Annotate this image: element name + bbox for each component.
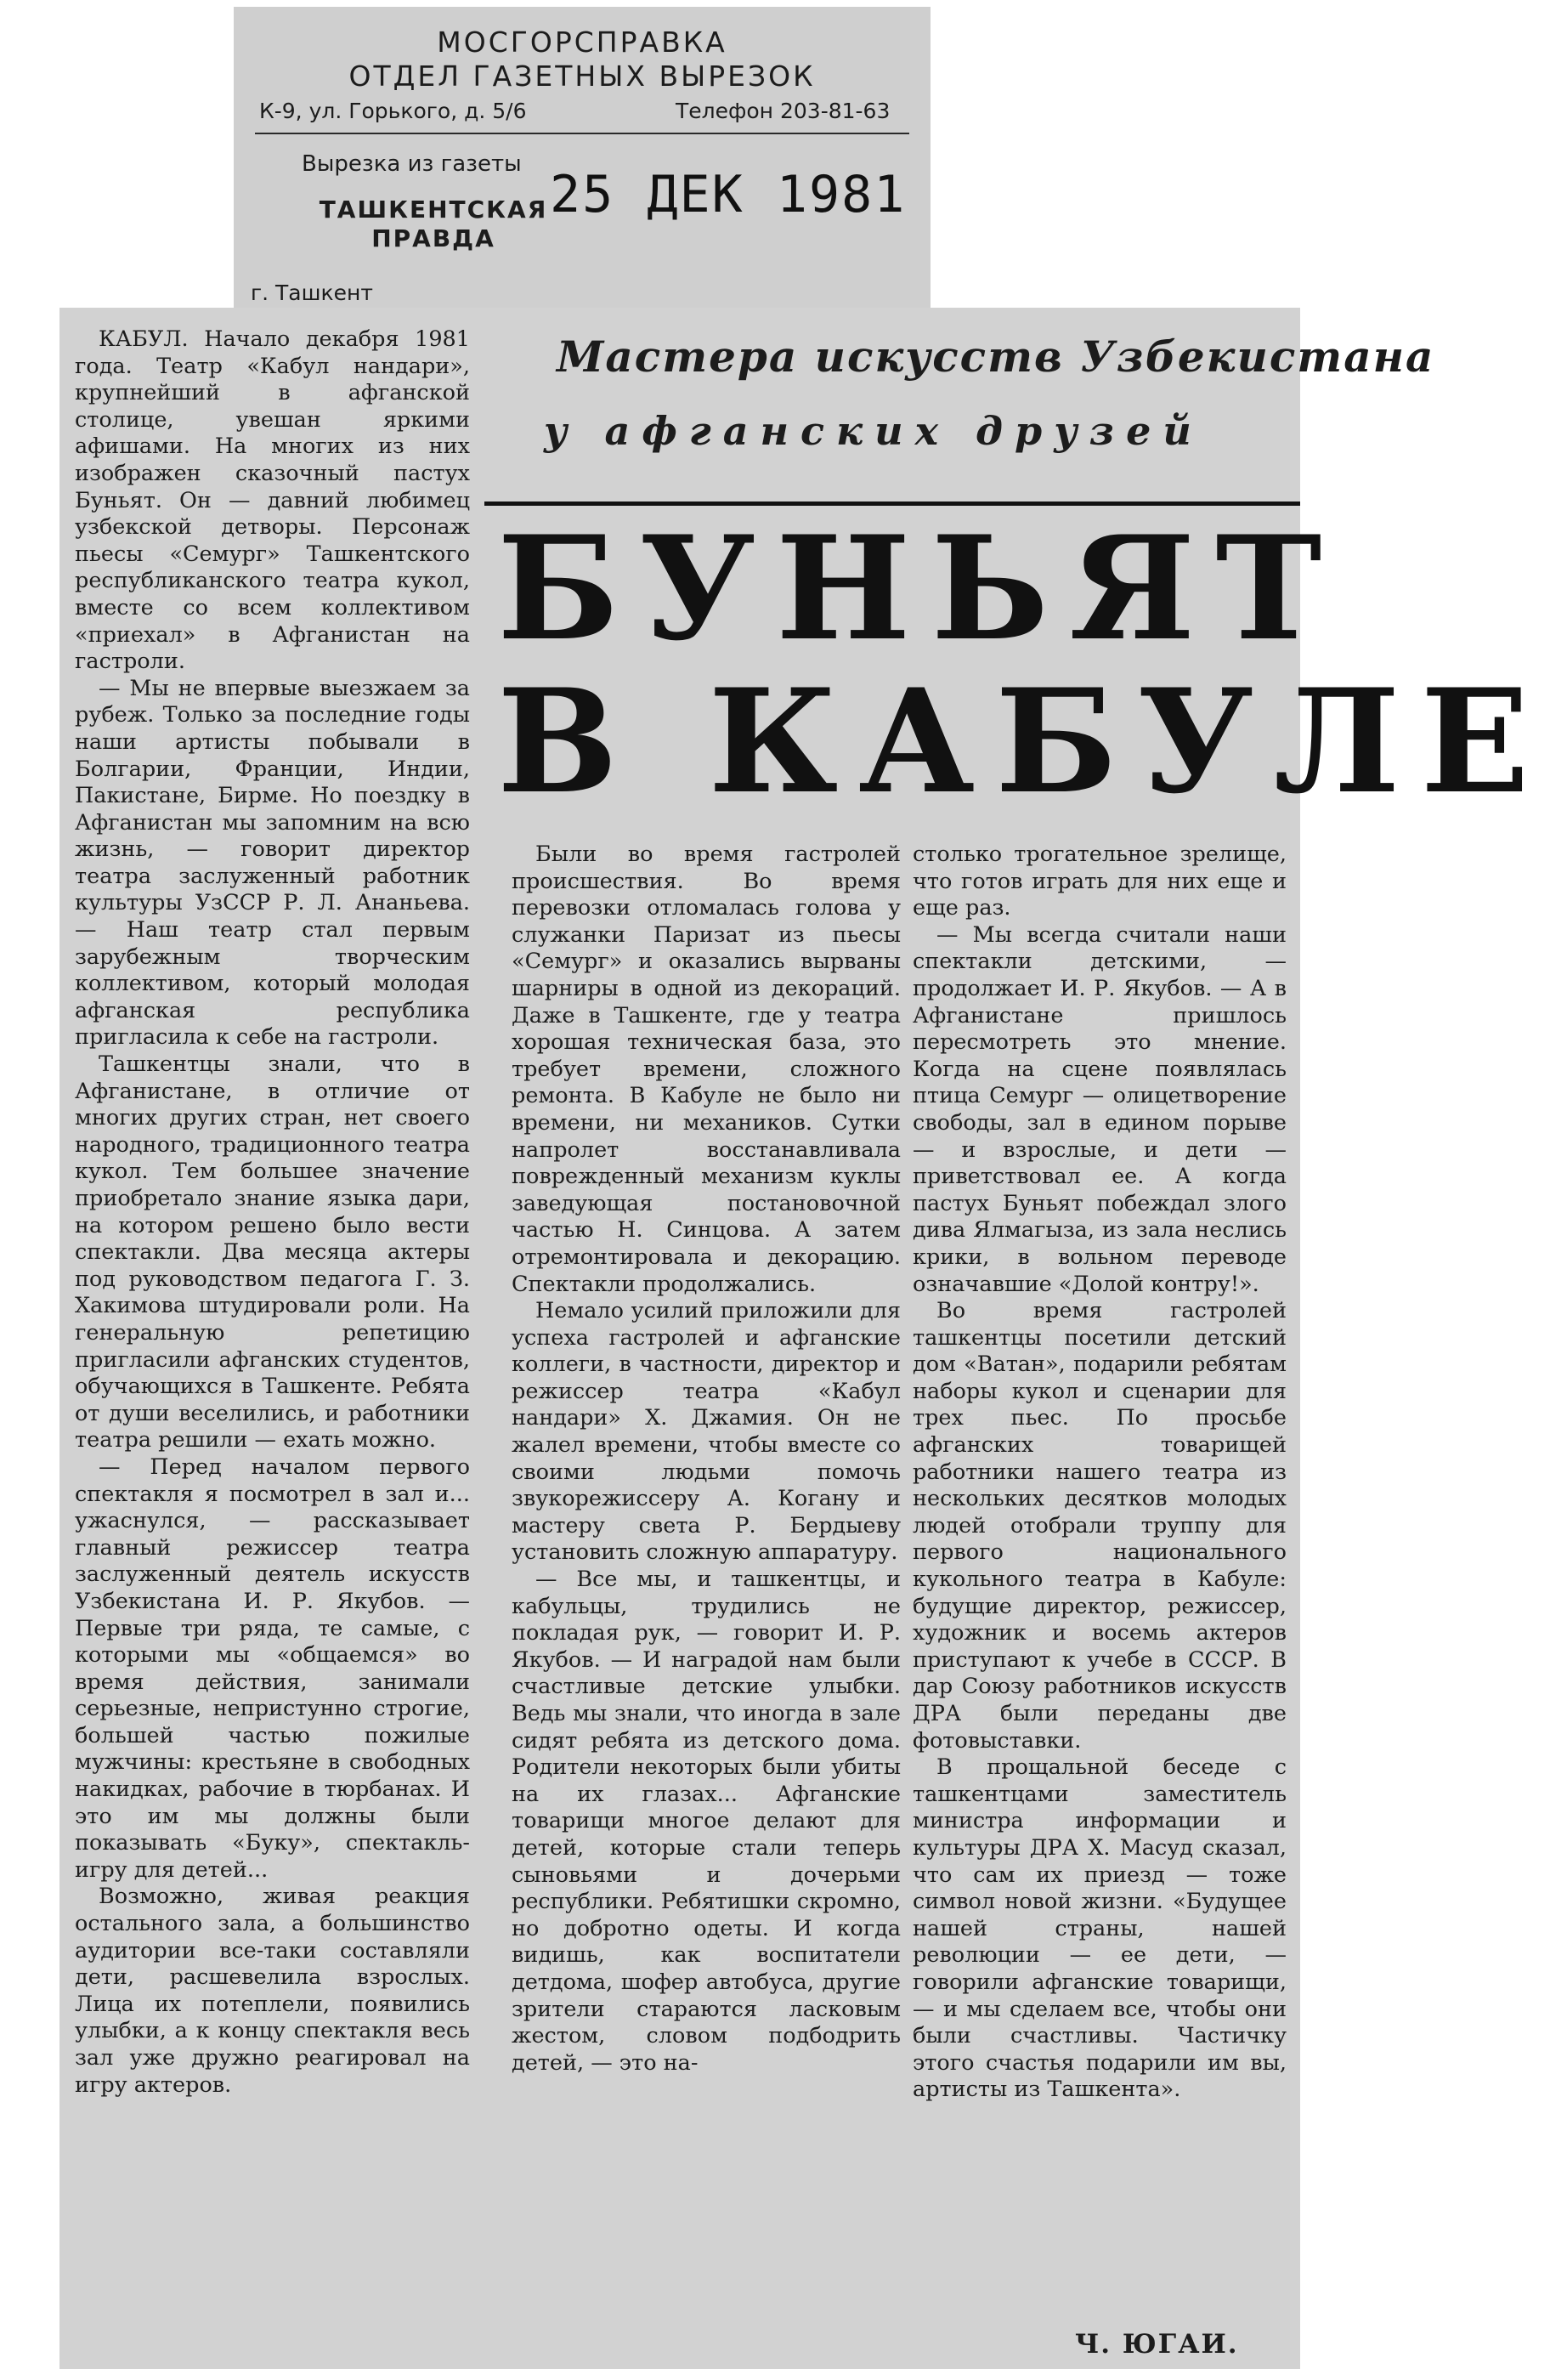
stamp-org: МОСГОРСПРАВКА	[437, 26, 727, 59]
stamp-divider	[255, 133, 909, 134]
paragraph: Ташкентцы знали, что в Афганистане, в отличие от многих других стран, нет своего народного, традиционного театра кукол. Тем большее значение приобретало знание языка дари, на котором решено было вести спектакли. Два месяца актеры под руководством педагога Г. З. Хакимова штудировали роли. На генеральную репетицию пригласили афганских студентов, обучающихся в Ташкенте. Ребята от души веселились, и работники театра решили — ехать можно.	[75, 1051, 470, 1454]
stamp-address: К-9, ул. Горького, д. 5/6	[259, 99, 527, 123]
paragraph: — Все мы, и ташкентцы, и кабульцы, трудились не покладая рук, — говорит И. Р. Якубов. — И наградой нам были счастливые детские улыбки. Ведь мы знали, что иногда в зале сидят ребята из детского дома. Родители некоторых были убиты на их глазах... Афганские товарищи многое делают для детей, которые стали теперь сыновьями и дочерьми республики. Ребятишки скромно, но добротно одеты. И когда видишь, как воспитатели детдома, шофер автобуса, другие зрители стараются ласковым жестом, словом подбодрить детей, — это на-	[512, 1567, 901, 2076]
paragraph: — Мы всегда считали наши спектакли детскими, — продолжает И. Р. Якубов. — А в Афганистане пришлось пересмотреть это мнение. Когда на сцене появлялась птица Семург — олицетворение свободы, зал в едином порыве — и взрослые, и дети — приветствовал ее. А когда пастух Буньят побеждал злого дива Ялмагыза, из зала неслись крики, в вольном переводе означавшие «Долой контру!».	[913, 921, 1287, 1297]
paragraph: — Мы не впервые выезжаем за рубеж. Только за последние годы наши артисты побывали в Болгарии, Франции, Индии, Пакистане, Бирме. Но поездку в Афганистан мы запомним на всю жизнь, — говорит директор театра заслуженный работник культуры УзССР Р. Л. Ананьева. — Наш театр стал первым зарубежным творческим коллективом, который молодая афганская республика пригласила к себе на гастроли.	[75, 675, 470, 1051]
paragraph: КАБУЛ. Начало декабря 1981 года. Театр «Кабул нандари», крупнейший в афганской столице, увешан яркими афишами. На многих из них изображен сказочный пастух Буньят. Он — давний любимец узбекской детворы. Персонаж пьесы «Семург» Ташкентского республиканского театра кукол, вместе со всем коллективом «приехал» в Афганистан на гастроли.	[75, 326, 470, 675]
paragraph: Были во время гастролей происшествия. Во время перевозки отломалась голова у служанки Паризат из пьесы «Семург» и оказались вырваны шарниры в одной из декораций. Даже в Ташкенте, где у театра хорошая техническая база, это требует времени, сложного ремонта. В Кабуле не было ни времени, ни механиков. Сутки напролет восстанавливала поврежденный механизм куклы заведующая постановочной частью Н. Синцова. А затем отремонтировала и декорацию. Спектакли продолжались.	[512, 842, 901, 1297]
stamp-phone: Телефон 203-81-63	[676, 99, 891, 123]
article-column-1	[75, 326, 470, 2349]
kicker-line-2: у афганских друзей	[544, 408, 1203, 454]
article-column-3	[913, 842, 1287, 2304]
newspaper-clipping	[59, 308, 1550, 2369]
paragraph: столько трогательное зрелище, что готов играть для них еще и еще раз.	[913, 842, 1287, 921]
headline-line-1: БУНЬЯТ	[497, 504, 1343, 672]
paragraph: Возможно, живая реакция остального зала, а большинство аудитории все-таки составляли дети, расшевелила взрослых. Лица их потеплели, появились улыбки, а к концу спектакля весь зал уже дружно реагировал на игру актеров.	[75, 1884, 470, 2098]
paragraph: В прощальной беседе с ташкентцами заместитель министра информации и культуры ДРА Х. Масуд сказал, что сам их приезд — тоже символ новой жизни. «Будущее нашей страны, нашей революции — ее дети, — говорили афганские товарищи, — и мы сделаем все, чтобы они были счастливы. Частичку этого счастья подарили им вы, артисты из Ташкента».	[913, 1754, 1287, 2103]
stamp-date: 25 ДЕК 1981	[550, 165, 907, 224]
paragraph: — Перед началом первого спектакля я посмотрел в зал и... ужаснулся, — рассказывает главный режиссер театра заслуженный деятель искусств Узбекистана И. Р. Якубов. — Первые три ряда, те самые, с которыми мы «общаемся» во время действия, занимали серьезные, непристунно строгие, большей частью пожилые мужчины: крестьяне в свободных накидках, рабочие в тюрбанах. И это им мы должны были показывать «Буку», спектакль-игру для детей...	[75, 1454, 470, 1883]
stamp-city: г. Ташкент	[251, 280, 373, 305]
stamp-cut-label: Вырезка из газеты	[302, 151, 522, 177]
article-column-2	[512, 842, 901, 2359]
stamp-dept: ОТДЕЛ ГАЗЕТНЫХ ВЫРЕЗОК	[348, 60, 816, 93]
stamp-newspaper: ТАШКЕНТСКАЯ ПРАВДА	[319, 196, 548, 252]
headline	[497, 504, 1550, 825]
paragraph: Во время гастролей ташкентцы посетили детский дом «Ватан», подарили ребятам наборы кукол и сценарии для трех пьес. По просьбе афганских товарищей работники нашего театра из нескольких десятков молодых людей отобрали труппу для первого национального кукольного театра в Кабуле: будущие директор, режиссер, художник и восемь актеров приступают к учебе в СССР. В дар Союзу работников искусств ДРА были переданы две фотовыставки.	[913, 1298, 1287, 1754]
author-signature: Ч. ЮГАИ.	[1075, 2329, 1239, 2360]
paragraph: Немало усилий приложили для успеха гастролей и афганские коллеги, в частности, директор и режиссер театра «Кабул нандари» Х. Джамия. Он не жалел времени, чтобы вместе со своими людьми помочь звукорежиссеру А. Когану и мастеру света Р. Бердыеву установить сложную аппаратуру.	[512, 1298, 901, 1566]
kicker-line-1: Мастера искусств Узбекистана	[557, 332, 1435, 382]
archive-stamp	[234, 7, 931, 313]
headline-line-2: В КАБУЛЕ	[497, 657, 1550, 825]
